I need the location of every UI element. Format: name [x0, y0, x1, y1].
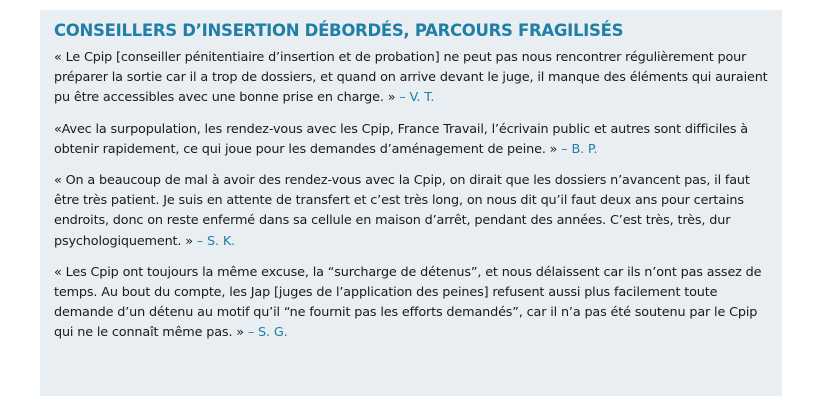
testimony-box — [40, 10, 782, 396]
quote-text: « Le Cpip [conseiller pénitentiaire d’insertion et de probation] ne peut pas nous rencontrer régulièrement pour préparer la sortie car il a trop de dossiers, et quand on arrive devant le juge, il manque des éléments qui auraient pu être accessibles avec une bonne prise en charge. » — [54, 50, 768, 106]
quote-text: «Avec la surpopulation, les rendez-vous avec les Cpip, France Travail, l’écrivain public et autres sont difficiles à obtenir rapidement, ce qui joue pour les demandes d’aménagement de peine. » — [54, 121, 748, 157]
quote-author: – S. K. — [192, 233, 236, 249]
box-title: CONSEILLERS D’INSERTION DÉBORDÉS, PARCOURS FRAGILISÉS — [54, 21, 624, 40]
quote-paragraph — [54, 263, 768, 344]
quote-author: – S. G. — [243, 325, 288, 341]
quote-text: « Les Cpip ont toujours la même excuse, la “surcharge de détenus”, et nous délaissent car ils n’ont pas assez de temps. Au bout du compte, les Jap [juges de l’application des peines] refusent aussi plus facilement toute demande d’un détenu au motif qu’il “ne fournit pas les efforts demandés”, car il n’a pas été soutenu par le Cpip qui ne le connaît même pas. » — [54, 264, 762, 341]
quote-author: – V. T. — [395, 90, 435, 106]
quote-author: – B. P. — [557, 141, 598, 157]
quote-paragraph — [54, 120, 768, 160]
quote-text: « On a beaucoup de mal à avoir des rendez-vous avec la Cpip, on dirait que les dossiers n’avancent pas, il faut être très patient. Je suis en attente de transfert et c’est très long, on nous dit qu’il faut deux ans pour certains endroits, donc on reste enfermé dans sa cellule en maison d’arrêt, pendant des années. C’est très, très, dur psychologiquement. » — [54, 173, 750, 249]
quote-paragraph — [54, 48, 768, 109]
quote-paragraph — [54, 171, 768, 252]
